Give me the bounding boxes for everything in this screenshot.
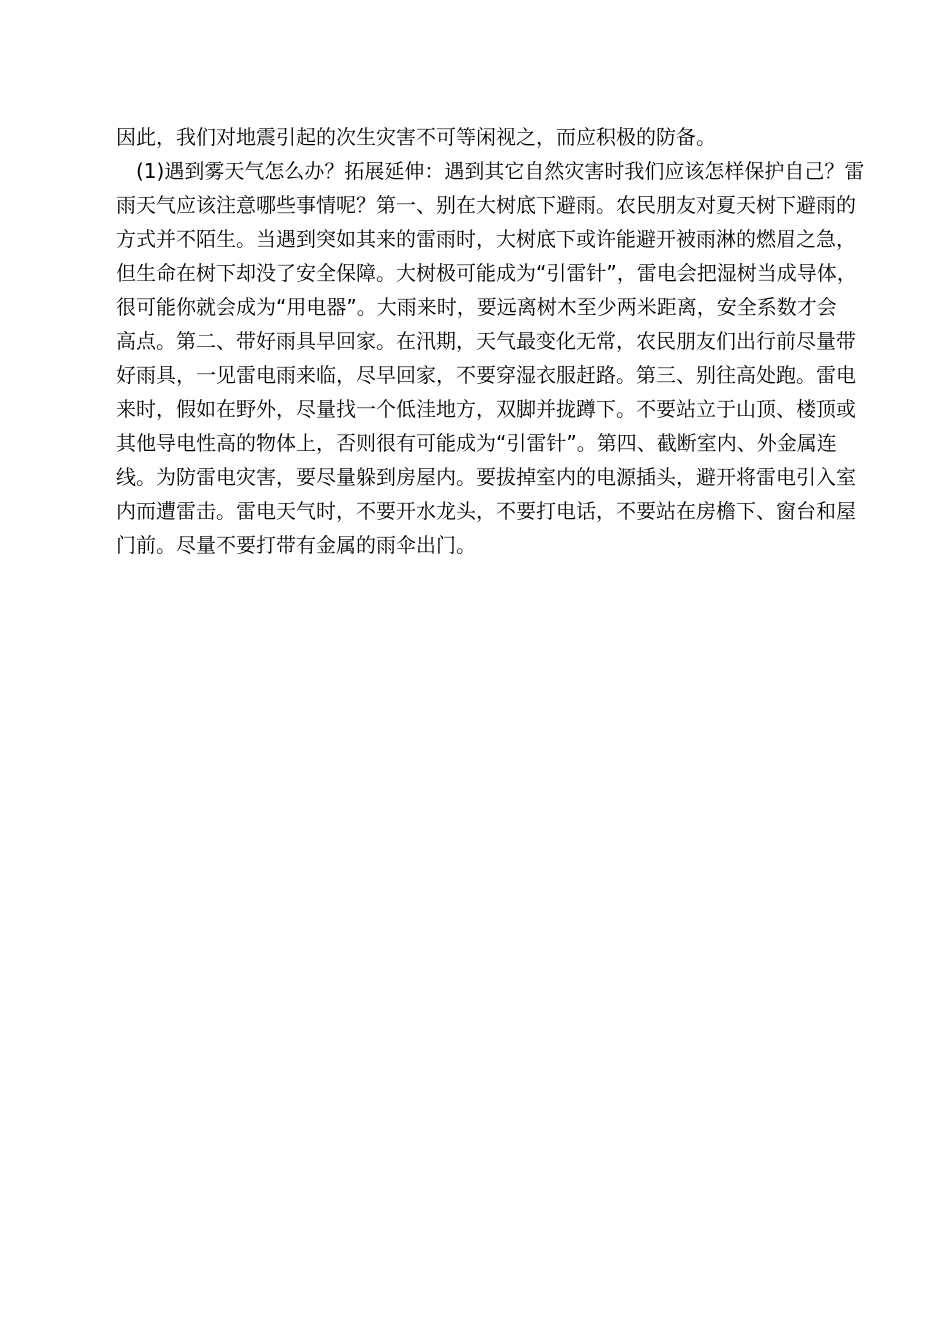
text-line: 雨天气应该注意哪些事情呢？第一、别在大树底下避雨。农民朋友对夏天树下避雨的 <box>116 193 856 217</box>
text-line: 线。为防雷电灾害，要尽量躲到房屋内。要拔掉室内的电源插头，避开将雷电引入室 <box>116 465 856 489</box>
text-line: 高点。第二、带好雨具早回家。在汛期，天气最变化无常，农民朋友们出行前尽量带 <box>116 329 856 353</box>
text-line: 内而遭雷击。雷电天气时，不要开水龙头，不要打电话，不要站在房檐下、窗台和屋 <box>116 499 856 523</box>
text-line: (1)遇到雾天气怎么办？拓展延伸：遇到其它自然灾害时我们应该怎样保护自己？雷 <box>136 159 865 183</box>
text-line: 很可能你就会成为“用电器”。大雨来时，要远离树木至少两米距离，安全系数才会 <box>116 295 837 319</box>
text-line: 好雨具，一见雷电雨来临，尽早回家，不要穿湿衣服赶路。第三、别往高处跑。雷电 <box>116 363 856 387</box>
text-line: 其他导电性高的物体上，否则很有可能成为“引雷针”。第四、截断室内、外金属连 <box>116 431 837 455</box>
text-line: 但生命在树下却没了安全保障。大树极可能成为“引雷针”，雷电会把湿树当成导体， <box>116 261 857 285</box>
body-text <box>116 120 865 562</box>
text-line: 方式并不陌生。当遇到突如其来的雷雨时，大树底下或许能避开被雨淋的燃眉之急， <box>116 227 856 251</box>
text-line: 来时，假如在野外，尽量找一个低洼地方，双脚并拢蹲下。不要站立于山顶、楼顶或 <box>116 397 856 421</box>
text-line: 因此，我们对地震引起的次生灾害不可等闲视之，而应积极的防备。 <box>116 125 716 149</box>
text-line: 门前。尽量不要打带有金属的雨伞出门。 <box>116 533 476 557</box>
